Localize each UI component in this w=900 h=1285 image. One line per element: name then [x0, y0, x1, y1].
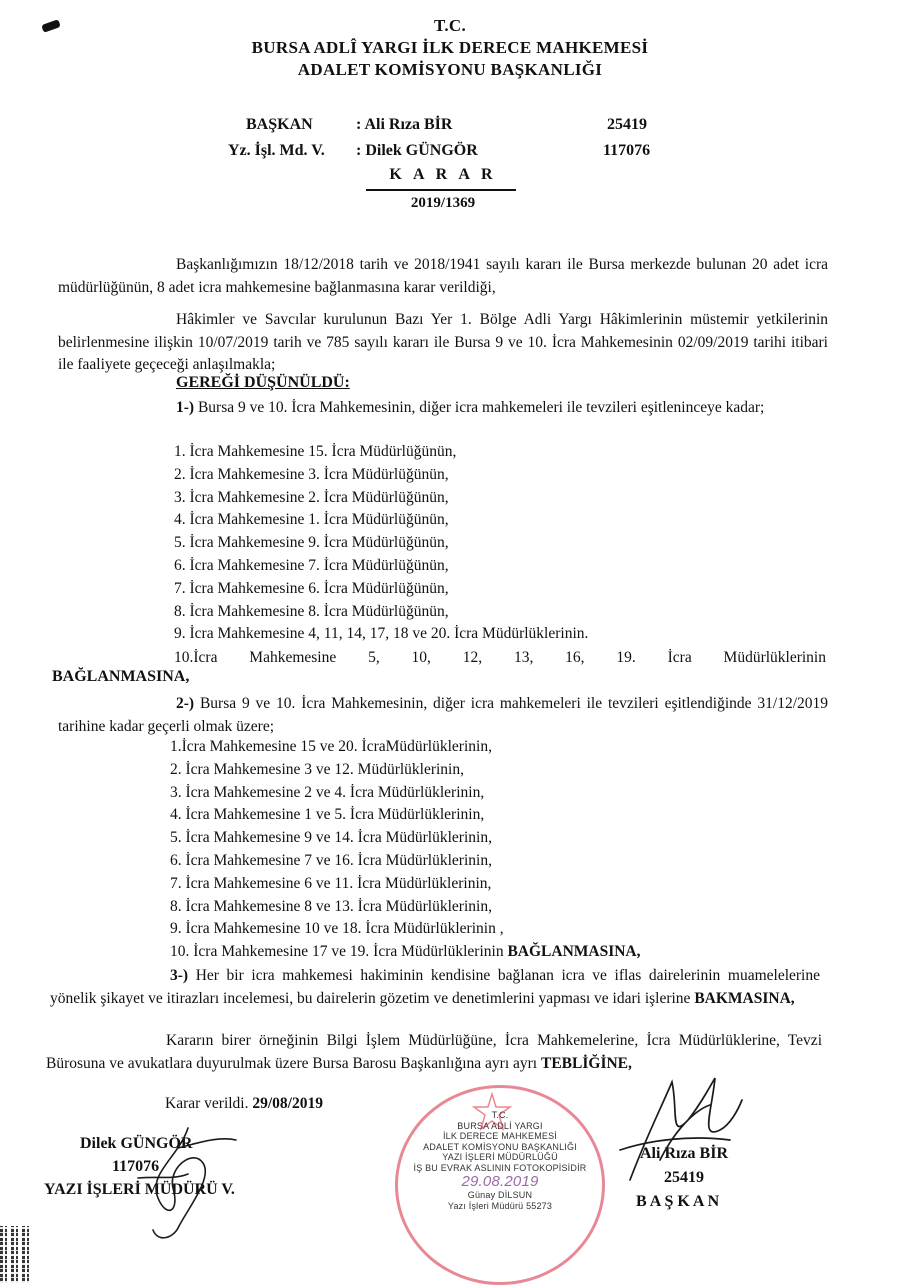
stamp-line: 29.08.2019 — [461, 1173, 539, 1190]
yz-number: 117076 — [603, 142, 651, 159]
list-item: 2. İcra Mahkemesine 3. İcra Müdürlüğünün, — [174, 465, 449, 483]
list-item: 6. İcra Mahkemesine 7. İcra Müdürlüğünün, — [174, 556, 449, 574]
list-item: 2. İcra Mahkemesine 3 ve 12. Müdürlüklerinin, — [170, 760, 464, 778]
right-signatory-title: B A Ş K A N — [636, 1193, 720, 1210]
decision-date-label: Karar verildi. — [165, 1095, 249, 1112]
section-3-bold: BAKMASINA, — [694, 989, 795, 1007]
section-1-number: 1-) — [176, 399, 195, 416]
karar-underline — [366, 189, 516, 191]
header-tc: T.C. — [433, 16, 467, 35]
list-item: 1.İcra Mahkemesine 15 ve 20. İcraMüdürlüklerinin, — [170, 738, 492, 755]
yz-title: Yz. İşl. Md. V. — [228, 142, 325, 159]
paragraph-hsk-text: Hâkimler ve Savcılar kurulunun Bazı Yer 1. Bölge Adli Yargı Hâkimlerinin müstemir yetkilerinin belirlenmesine ilişkin 10/07/2019 tarih ve 785 sayılı kararı ile Bursa 9 ve 10. İcra Mahkemesinin 02/09/2019 tarihi itibari ile faaliyete geçeceği anlaşılmakla; — [58, 311, 828, 373]
section-2-text: Bursa 9 ve 10. İcra Mahkemesinin, diğer icra mahkemeleri ile tevzileri eşitlendiğinde 31/12/2019 tarihine kadar geçerli olmak üzere; — [58, 695, 829, 735]
section-1-end: BAĞLANMASINA, — [52, 668, 190, 685]
stamp-line: Günay DİLSUN — [467, 1190, 533, 1200]
list-item: 4. İcra Mahkemesine 1 ve 5. İcra Müdürlüklerinin, — [170, 806, 485, 824]
section-2-item-10-bold: BAĞLANMASINA, — [507, 943, 641, 960]
stamp-line: İLK DERECE MAHKEMESİ — [442, 1131, 558, 1141]
section-1-intro — [58, 397, 828, 420]
list-item: 3. İcra Mahkemesine 2. İcra Müdürlüğünün, — [174, 488, 449, 506]
section-2-item-10 — [170, 941, 810, 964]
qr-code-mask — [0, 1226, 32, 1283]
list-item: 5. İcra Mahkemesine 9 ve 14. İcra Müdürlüklerinin, — [170, 829, 492, 847]
paragraph-intro — [58, 254, 828, 299]
section-3 — [50, 965, 820, 1010]
right-signatory-number: 25419 — [664, 1169, 704, 1186]
section-1-text: Bursa 9 ve 10. İcra Mahkemesinin, diğer icra mahkemeleri ile tevzileri eşitleninceye kadar; — [197, 399, 765, 416]
list-item: 4. İcra Mahkemesine 1. İcra Müdürlüğünün, — [174, 511, 449, 529]
section-3-number: 3-) — [170, 967, 189, 984]
section-1-item-10: 10.İcra Mahkemesine 5, 10, 12, 13, 16, 19. İcra Müdürlüklerinin — [174, 649, 826, 666]
stamp-line: ADALET KOMİSYONU BAŞKANLIĞI — [423, 1141, 577, 1152]
section-2-intro — [58, 693, 828, 738]
paragraph-intro-text: Başkanlığımızın 18/12/2018 tarih ve 2018/1941 sayılı kararı ile Bursa merkezde bulunan 20 adet icra müdürlüğünün, 8 adet icra mahkemesine bağlanmasına karar verildiği, — [58, 256, 828, 296]
list-item: 7. İcra Mahkemesine 6 ve 11. İcra Müdürlüklerinin, — [170, 874, 492, 892]
stamp-line: Yazı İşleri Müdürü 55273 — [447, 1200, 553, 1211]
decision-date — [165, 1093, 323, 1116]
left-signatory-number: 117076 — [112, 1158, 160, 1175]
list-item: 6. İcra Mahkemesine 7 ve 16. İcra Müdürlüklerinin, — [170, 851, 492, 869]
list-item: 1. İcra Mahkemesine 15. İcra Müdürlüğünün, — [174, 443, 457, 460]
section-1-list — [174, 441, 814, 646]
gerekce-heading: GEREĞİ DÜŞÜNÜLDÜ: — [176, 374, 350, 391]
section-2-number: 2-) — [176, 695, 195, 712]
list-item: 3. İcra Mahkemesine 2 ve 4. İcra Müdürlüklerinin, — [170, 783, 485, 801]
section-2-list — [170, 736, 810, 941]
official-stamp — [395, 1085, 605, 1285]
paragraph-notification — [46, 1030, 822, 1075]
list-item: 7. İcra Mahkemesine 6. İcra Müdürlüğünün, — [174, 579, 449, 597]
list-item: 8. İcra Mahkemesine 8. İcra Müdürlüğünün, — [174, 602, 449, 620]
baskan-number: 25419 — [607, 116, 647, 133]
list-item: 8. İcra Mahkemesine 8 ve 13. İcra Müdürlüklerinin, — [170, 897, 492, 915]
section-2-item-10-text: 10. İcra Mahkemesine 17 ve 19. İcra Müdürlüklerinin — [170, 943, 504, 960]
list-item: 9. İcra Mahkemesine 4, 11, 14, 17, 18 ve 20. İcra Müdürlüklerinin. — [174, 625, 589, 643]
paragraph-hsk — [58, 309, 828, 377]
stamp-line: İŞ BU EVRAK ASLININ FOTOKOPİSİDİR — [413, 1162, 587, 1173]
stamp-line: T.C. — [491, 1110, 509, 1120]
header-court: BURSA ADLÎ YARGI İLK DERECE MAHKEMESİ — [251, 38, 649, 57]
stamp-text-block — [398, 1088, 602, 1211]
karar-number: 2019/1369 — [410, 195, 476, 211]
decision-date-value: 29/08/2019 — [252, 1095, 323, 1112]
karar-title: K A R A R — [389, 166, 497, 183]
yz-name: : Dilek GÜNGÖR — [356, 142, 478, 159]
section-3-text: Her bir icra mahkemesi hakiminin kendisine bağlanan icra ve iflas dairelerinin muamelelerine yönelik şikayet ve itirazları incelemesi, bu dairelerin gözetim ve denetimlerini yapması ve idari işlerine — [50, 967, 820, 1007]
baskan-title: BAŞKAN — [246, 116, 313, 133]
left-signatory-title: YAZI İŞLERİ MÜDÜRÜ V. — [44, 1181, 235, 1198]
stamp-line: BURSA ADLİ YARGI — [457, 1120, 543, 1131]
stamp-line: YAZI İŞLERİ MÜDÜRLÜĞÜ — [442, 1152, 558, 1162]
paragraph-notification-bold: TEBLİĞİNE, — [541, 1054, 632, 1072]
list-item: 9. İcra Mahkemesine 10 ve 18. İcra Müdürlüklerinin , — [170, 920, 504, 938]
baskan-name: : Ali Rıza BİR — [356, 116, 453, 133]
right-signatory-name: Ali Rıza BİR — [640, 1145, 728, 1162]
paragraph-notification-text: Kararın birer örneğinin Bilgi İşlem Müdürlüğüne, İcra Mahkemelerine, İcra Müdürlüklerine, Tevzi Bürosuna ve avukatlara duyurulmak üzere Bursa Barosu Başkanlığına ayrı ayrı — [46, 1032, 822, 1072]
header-commission: ADALET KOMİSYONU BAŞKANLIĞI — [297, 60, 603, 79]
list-item: 5. İcra Mahkemesine 9. İcra Müdürlüğünün, — [174, 534, 449, 552]
left-signatory-name: Dilek GÜNGÖR — [80, 1135, 193, 1152]
